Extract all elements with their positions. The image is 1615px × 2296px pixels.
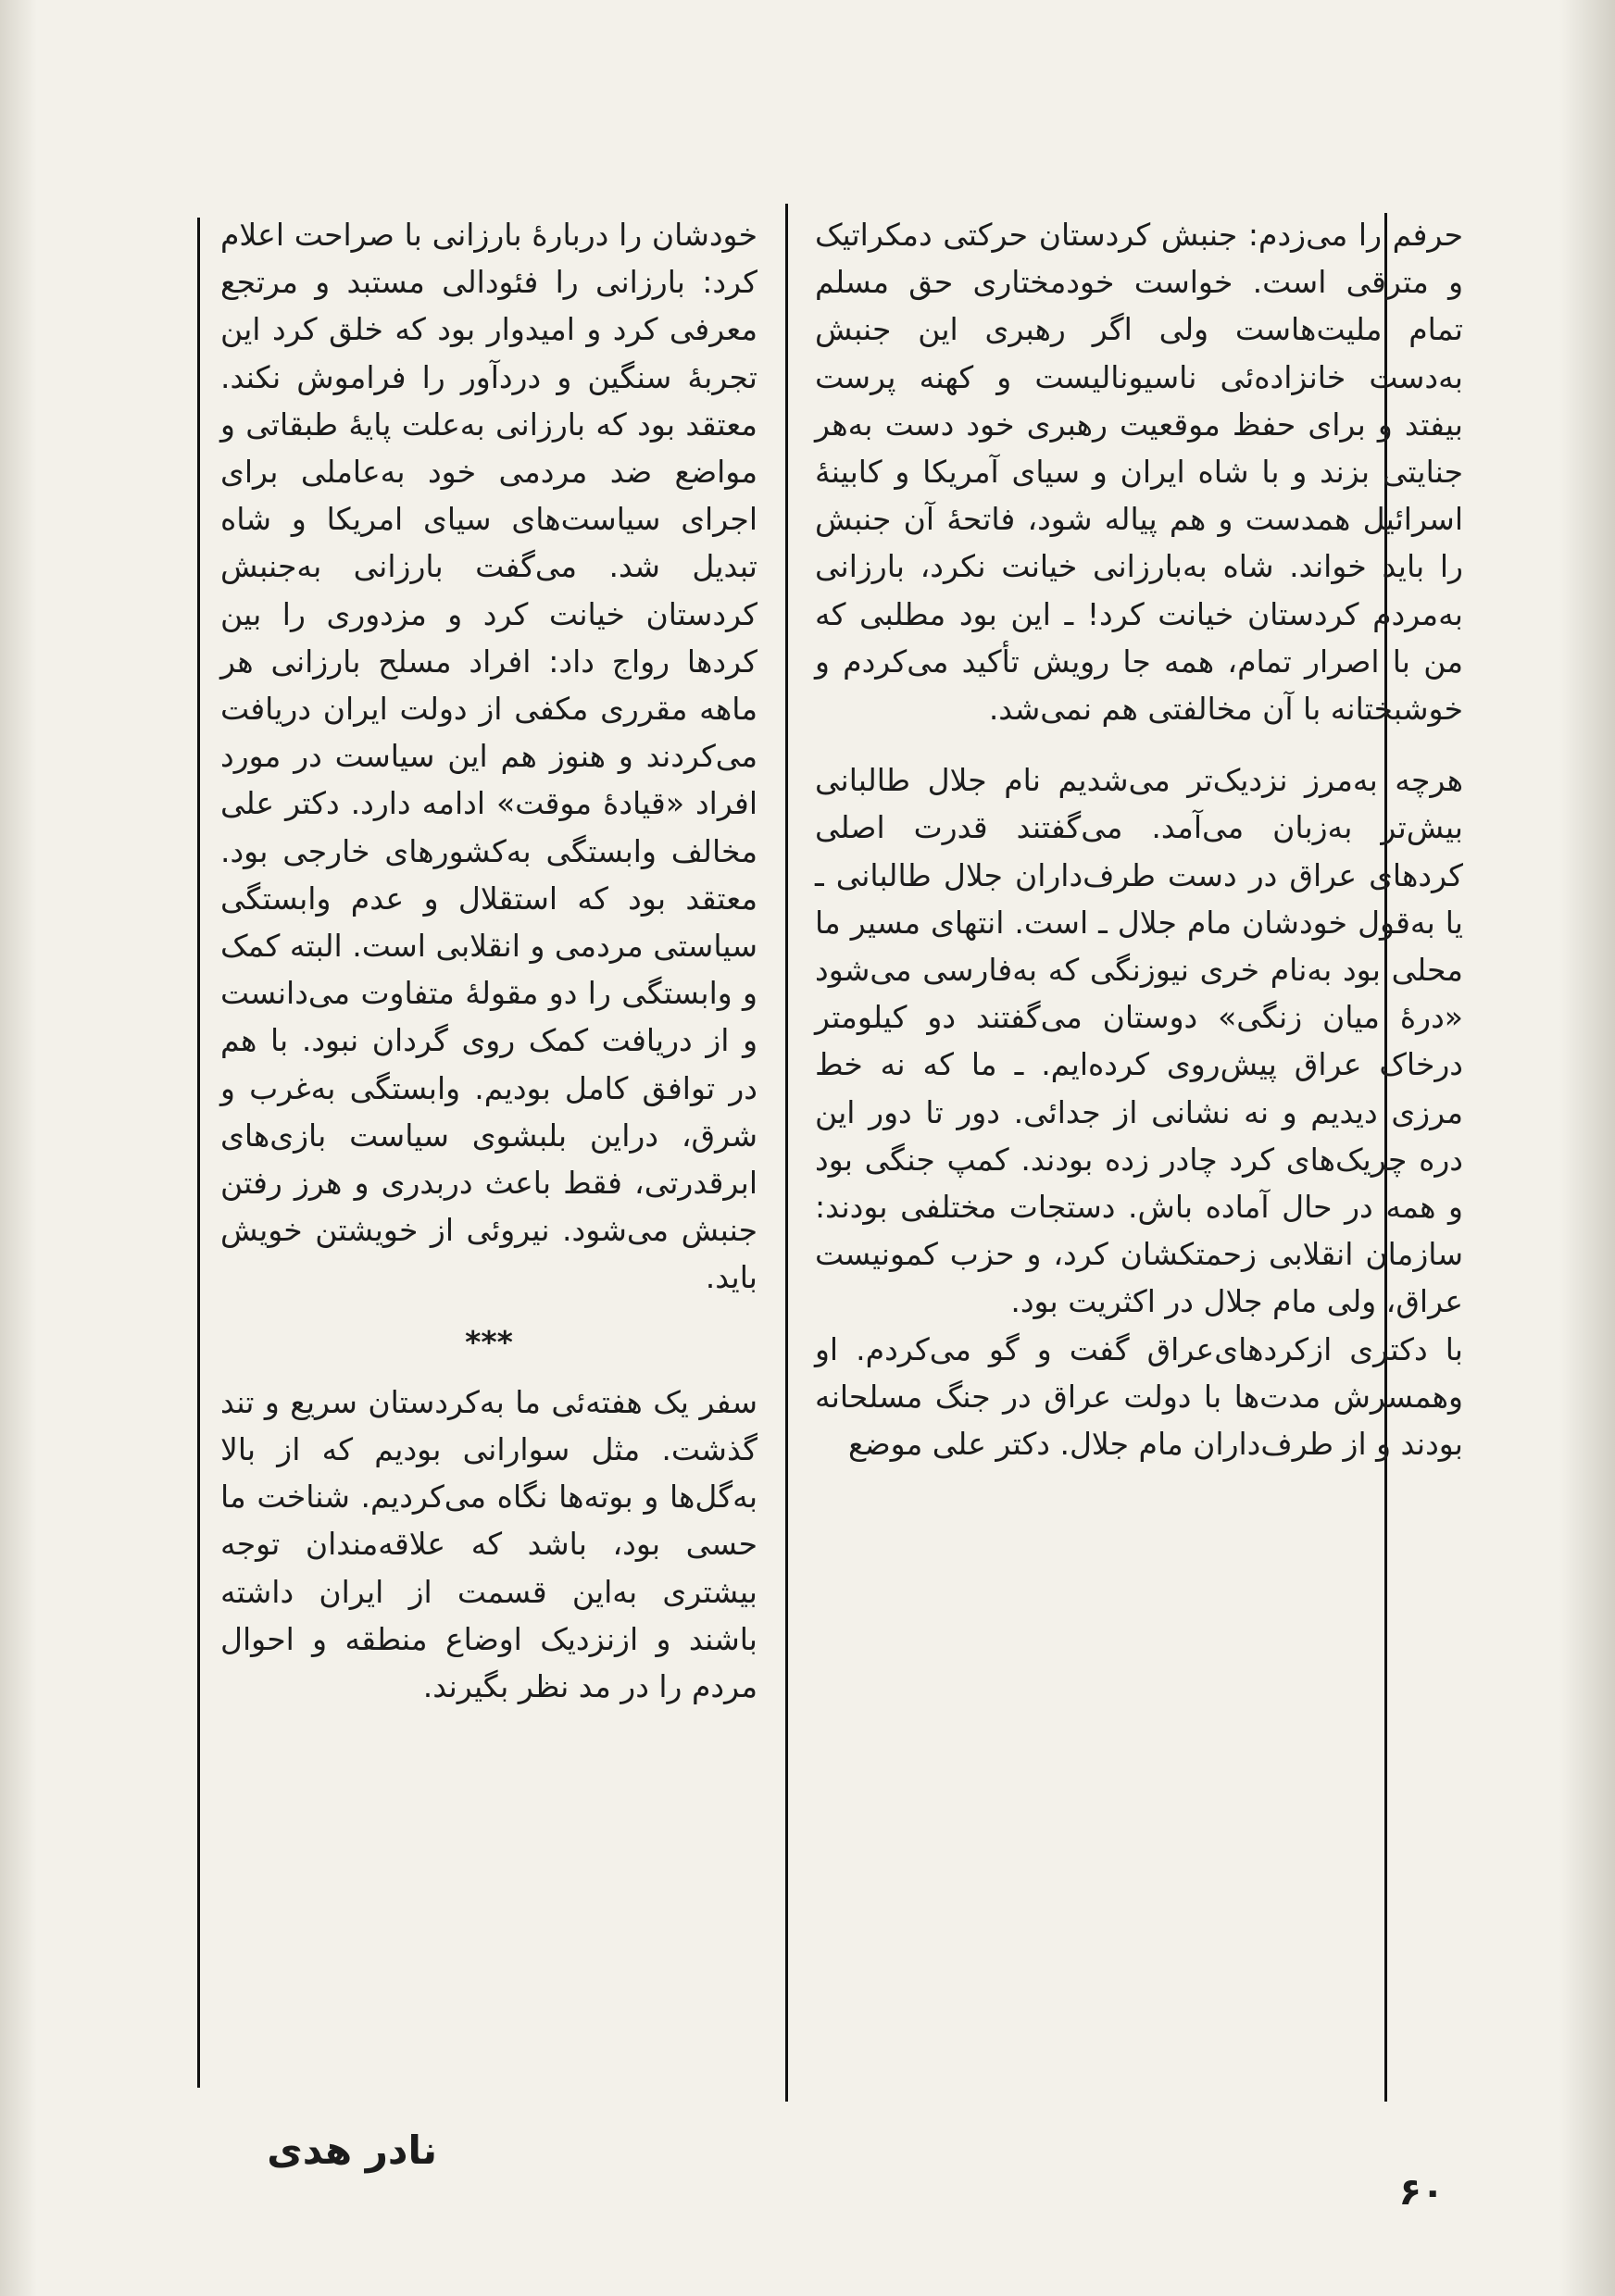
paragraph: سفر یک هفته‌ئی ما به‌کردستان سریع و تند گذشت. مثل سوارانی بودیم که از بالا به‌گل‌ها و بوته‌ها نگاه می‌کردیم. شناخت ما حسی بود، باشد که علاقه‌مندان توجه بیشتری به‌این قسمت از ایران داشته باشند و ازنزدیک اوضاع منطقه و احوال مردم را در مد نظر بگیرند. bbox=[220, 1383, 757, 1705]
column-rule-center bbox=[785, 204, 788, 2102]
section-separator: *** bbox=[465, 1323, 513, 1360]
page-edge-right bbox=[1559, 0, 1615, 2296]
page-number: ۶۰ bbox=[1398, 2171, 1445, 2214]
left-column bbox=[220, 211, 757, 1710]
column-rule-left bbox=[197, 218, 200, 2088]
paragraph: حرفم را می‌زدم: جنبش کردستان حرکتی دمکراتیک و مترقی است. خواست خودمختاری حق مسلم تمام ملیت‌هاست ولی اگر رهبری این جنبش به‌دست خانزاده‌ئی ناسیونالیست و کهنه پرست بیفتد و برای حفظ موقعیت رهبری خود دست به‌هر جنایتی بزند و با شاه ایران و سیای آمریکا و کابینهٔ اسرائیل همدست و هم پیاله شود، فاتحهٔ آن جنبش را باید خواند. شاه به‌بارزانی خیانت نکرد، بارزانی به‌مردم کردستان خیانت کرد! ـ این بود مطلبی که من با اصرار تمام، همه جا رویش تأکید می‌کردم و خوشبختانه با آن مخالفتی هم نمی‌شد. bbox=[815, 217, 1463, 728]
paragraph: خودشان را دربارهٔ بارزانی با صراحت اعلام کرد: بارزانی را فئودالی مستبد و مرتجع معرفی کرد و امیدوار بود که خلق کرد این تجربهٔ سنگین و دردآور را فراموش نکند. معتقد بود که بارزانی به‌علت پایهٔ طبقاتی و مواضع ضد مردمی خود به‌عاملی برای اجرای سیاست‌های سیای امریکا و شاه تبدیل شد. می‌گفت بارزانی به‌جنبش کردستان خیانت کرد و مزدوری را بین کردها رواج داد: افراد مسلح بارزانی هر ماهه مقرری مکفی از دولت ایران دریافت می‌کردند و هنوز هم این سیاست در مورد افراد «قیادهٔ موقت» ادامه دارد. دکتر علی مخالف وابستگی به‌کشورهای خارجی بود. معتقد بود که استقلال و عدم وابستگی سیاستی مردمی و انقلابی است. البته کمک و وابستگی را دو مقولهٔ متفاوت می‌دانست و از دریافت کمک روی گردان نبود. با هم در توافق کامل بودیم. وابستگی به‌غرب و شرق، دراین بلبشوی سیاست بازی‌های ابرقدرتی، فقط باعث دربدری و هرز رفتن جنبش می‌شود. نیروئی از خویشتن خویش باید. bbox=[220, 217, 757, 1296]
paragraph: با دکتری ازکردهای‌عراق گفت و گو می‌کردم. او وهمسرش مدت‌ها با دولت عراق در جنگ مسلحانه بودند و از طرف‌داران مام جلال. دکتر علی موضع bbox=[815, 1330, 1463, 1463]
author-signature: نادر هدی bbox=[267, 2128, 437, 2173]
right-column bbox=[815, 211, 1463, 1467]
page-edge-left bbox=[0, 0, 37, 2296]
paragraph: هرچه به‌مرز نزدیک‌تر می‌شدیم نام جلال طالبانی بیش‌تر به‌زبان می‌آمد. می‌گفتند قدرت اصلی کردهای عراق در دست طرف‌داران جلال طالبانی ـ یا به‌قول خودشان مام جلال ـ است. انتهای مسیر ما محلی بود به‌نام خری نیوزنگی که به‌فارسی می‌شود «درهٔ میان زنگی» دوستان می‌گفتند دو کیلومتر درخاک عراق پیش‌روی کرده‌ایم. ـ ما که نه خط مرزی دیدیم و نه نشانی از جدائی. دور تا دور این دره چریک‌های کرد چادر زده بودند. کمپ جنگی بود و همه در حال آماده باش. دستجات مختلفی بودند: سازمان انقلابی زحمتکشان کرد، و حزب کمونیست عراق، ولی مام جلال در اکثریت بود. bbox=[815, 762, 1463, 1320]
